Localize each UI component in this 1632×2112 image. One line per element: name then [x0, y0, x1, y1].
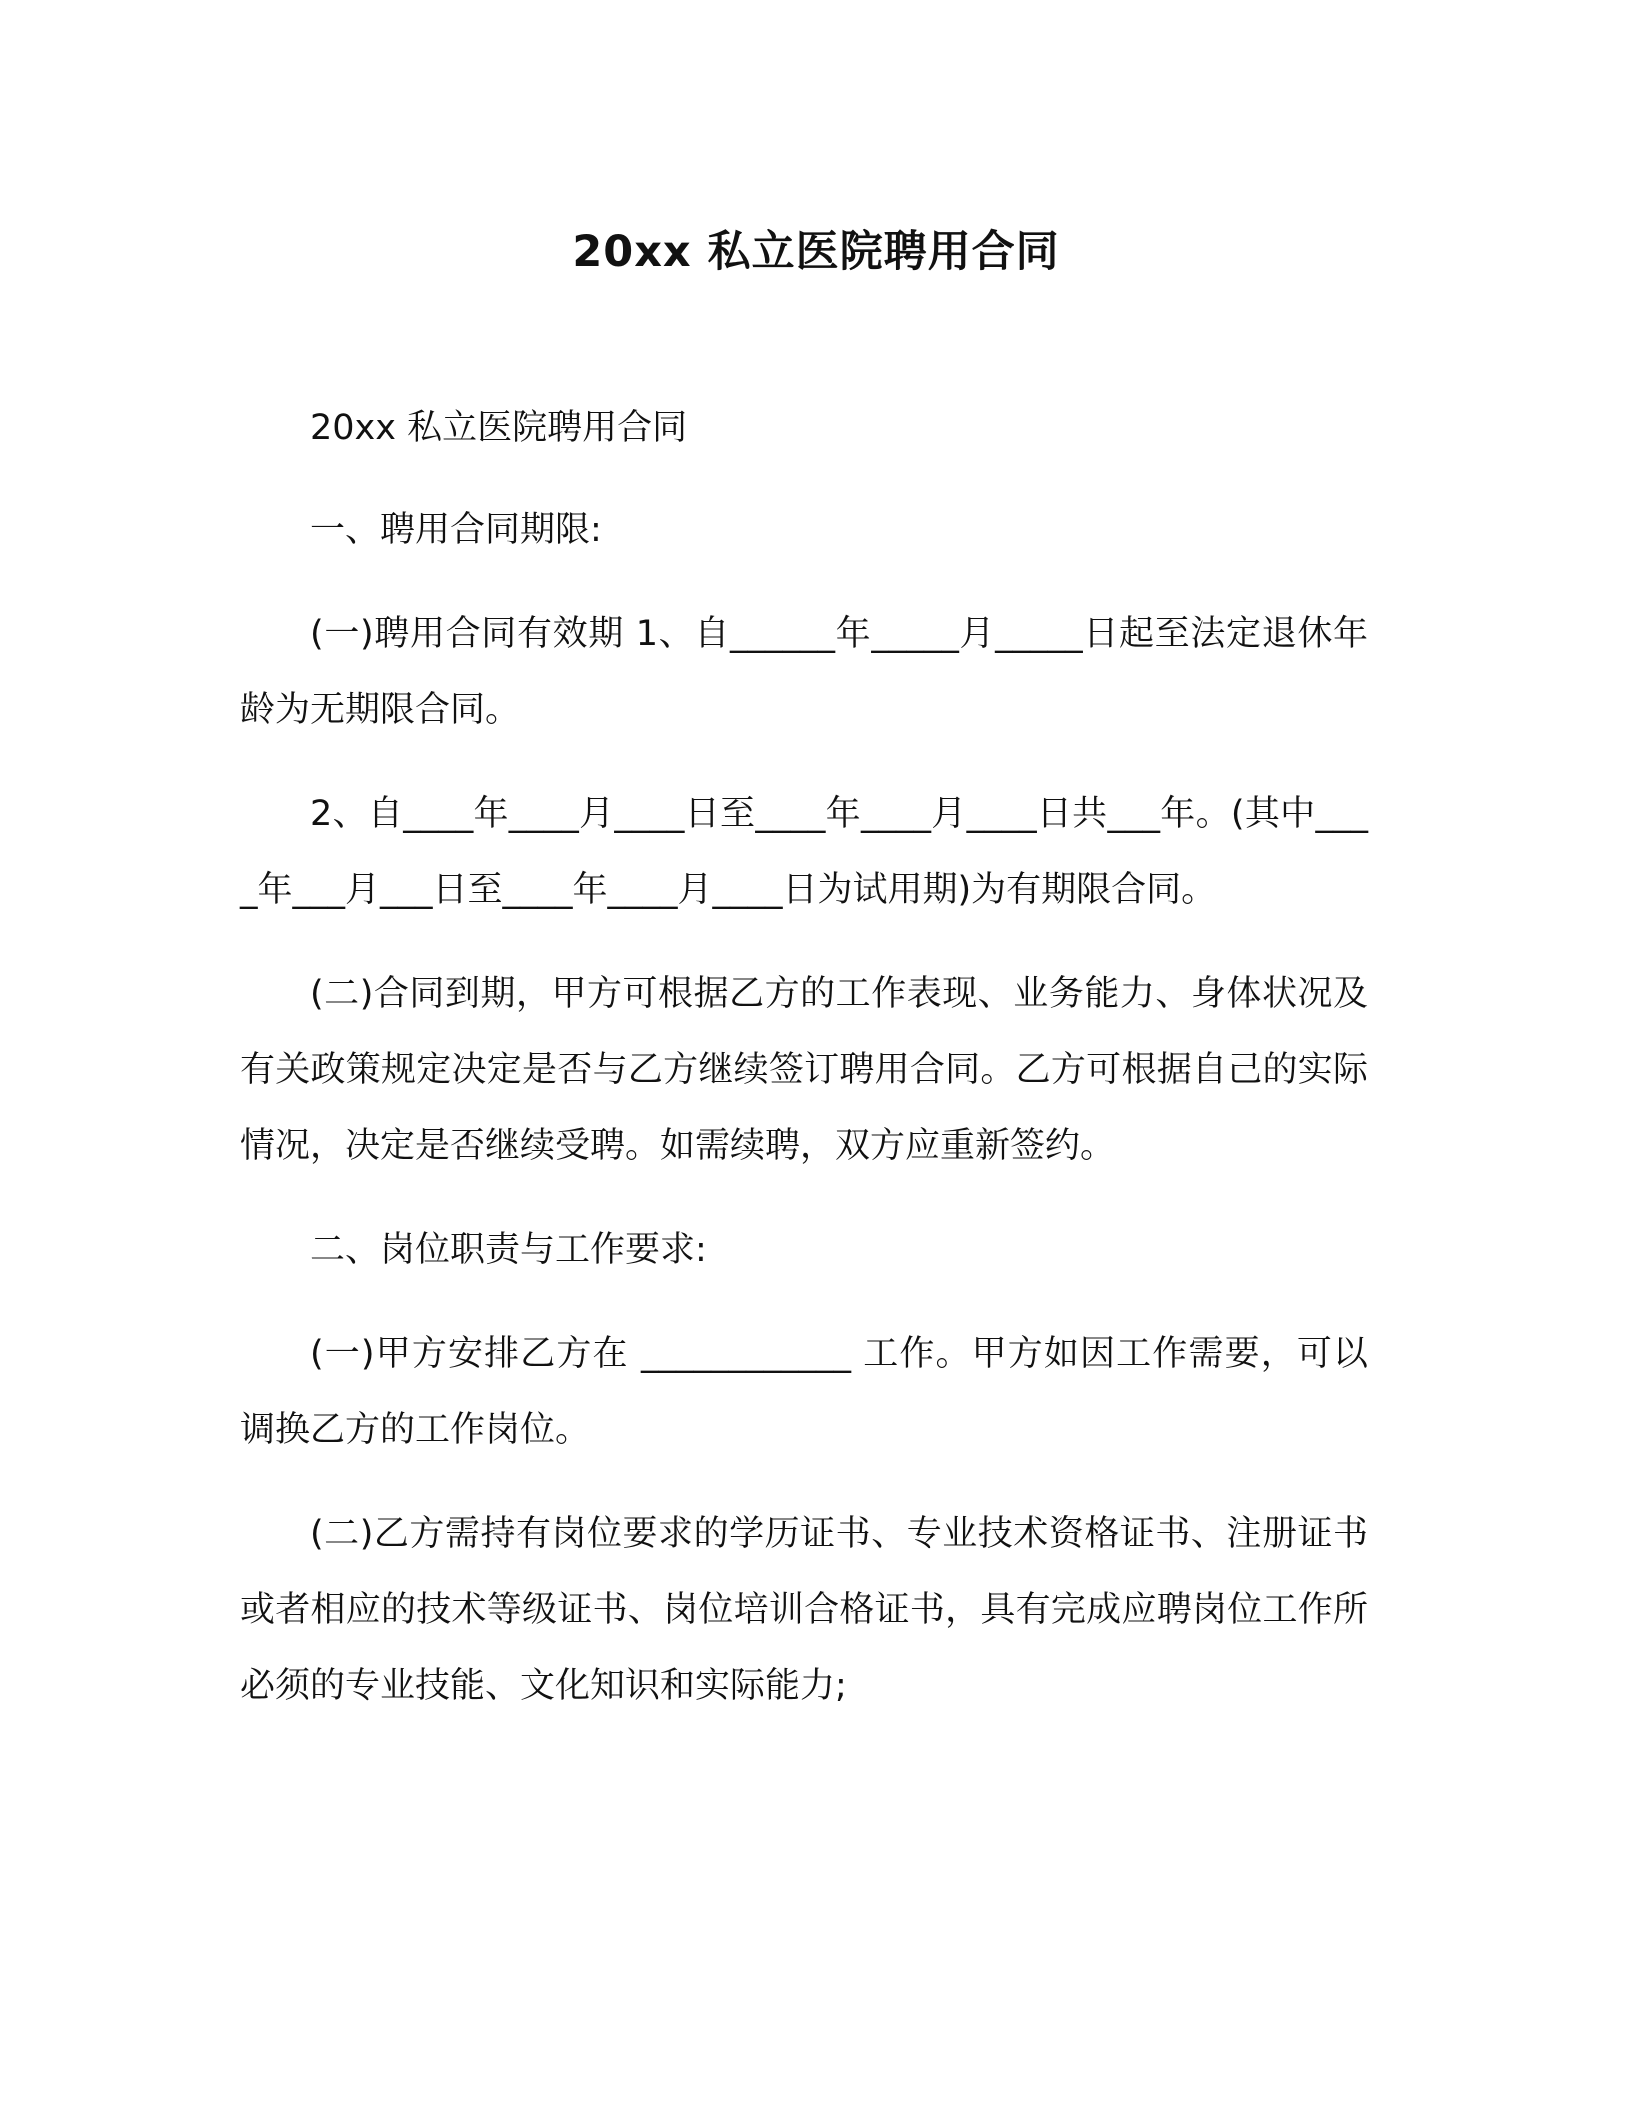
- paragraph-term-fixed: 2、自____年____月____日至____年____月____日共___年。(其中____年___月___日至____年____月____日为试用期)为有期限合同。: [240, 794, 1368, 910]
- paragraph-term-indefinite: (一)聘用合同有效期 1、自______年_____月_____日起至法定退休年龄为无期限合同。: [240, 614, 1368, 730]
- paragraph-section-2-heading: 二、岗位职责与工作要求:: [310, 1230, 707, 1270]
- document-body: [240, 390, 1368, 1752]
- paragraph-subtitle: 20xx 私立医院聘用合同: [310, 408, 688, 448]
- document-title: 20xx 私立医院聘用合同: [572, 227, 1060, 277]
- paragraph-contract-expiry: (二)合同到期，甲方可根据乙方的工作表现、业务能力、身体状况及有关政策规定决定是否与乙方继续签订聘用合同。乙方可根据自己的实际情况，决定是否继续受聘。如需续聘，双方应重新签约。: [240, 974, 1368, 1166]
- paragraph-qualifications: (二)乙方需持有岗位要求的学历证书、专业技术资格证书、注册证书或者相应的技术等级证书、岗位培训合格证书，具有完成应聘岗位工作所必须的专业技能、文化知识和实际能力;: [240, 1514, 1368, 1706]
- paragraph-section-1-heading: 一、聘用合同期限:: [310, 510, 602, 550]
- paragraph-job-assignment: (一)甲方安排乙方在 ____________ 工作。甲方如因工作需要，可以调换乙方的工作岗位。: [240, 1334, 1368, 1450]
